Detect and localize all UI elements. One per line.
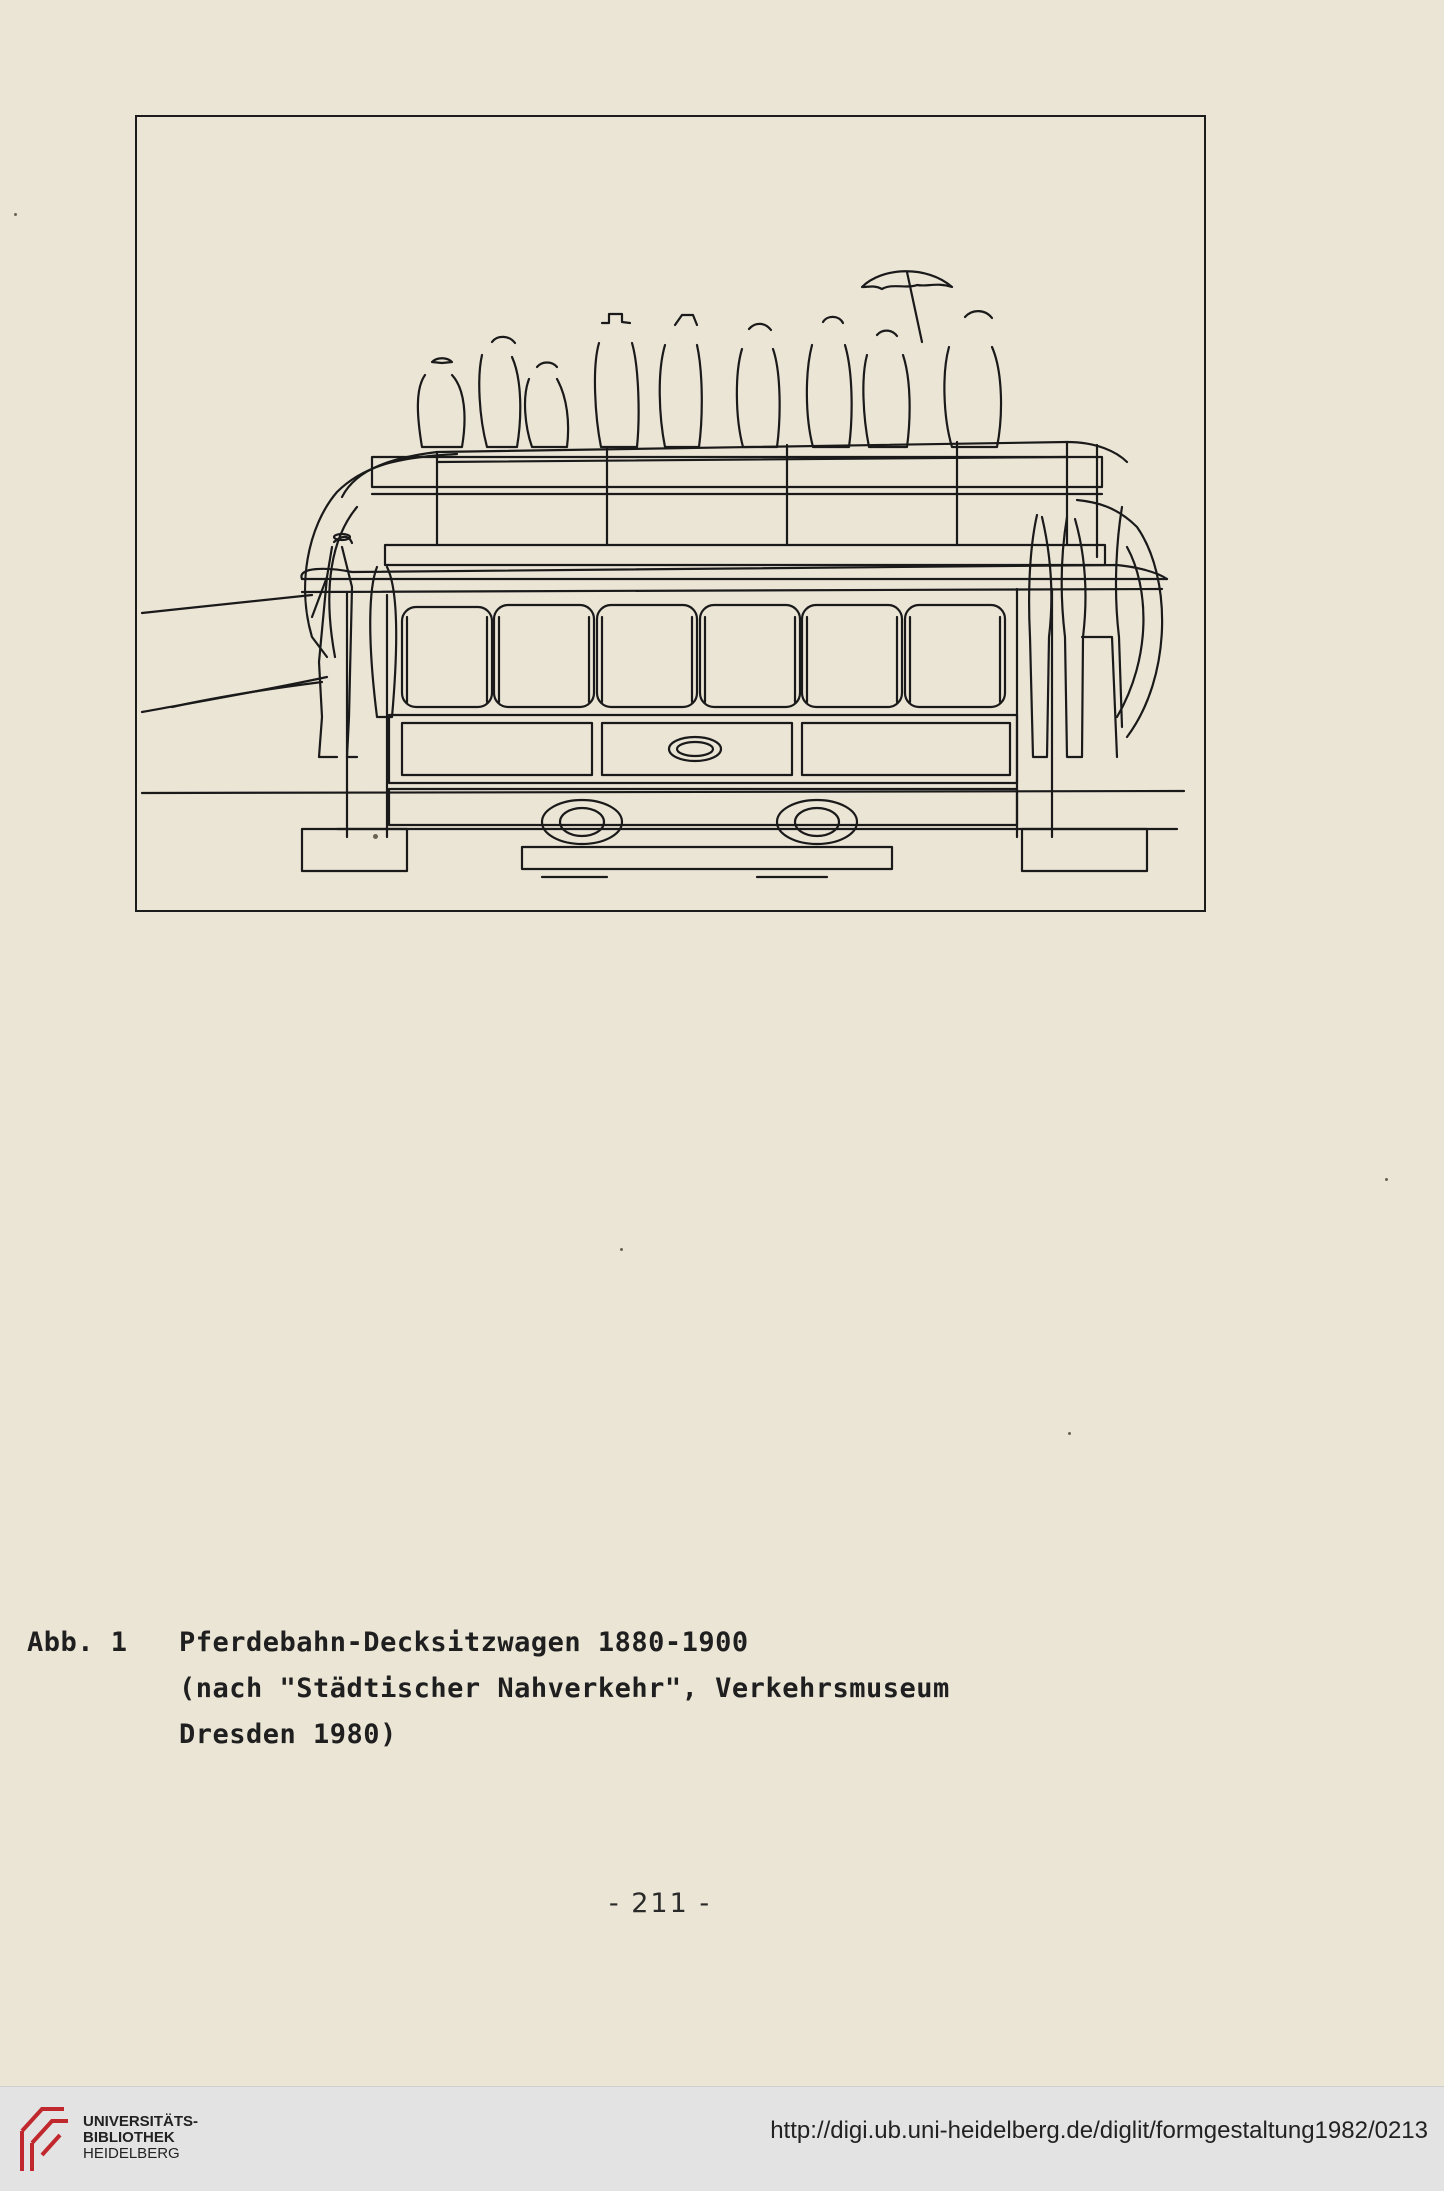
caption-source: (nach "Städtischer Nahverkehr", Verkehrsmuseum: [179, 1673, 950, 1704]
caption-line-2: [27, 1666, 950, 1712]
figure-frame: [135, 115, 1206, 912]
library-logo-icon[interactable]: [18, 2103, 72, 2175]
caption-line-1: [27, 1620, 950, 1666]
library-name-line-1: UNIVERSITÄTS-: [83, 2113, 199, 2130]
permalink-url[interactable]: http://digi.ub.uni-heidelberg.de/diglit/formgestaltung1982/0213: [770, 2117, 1428, 2144]
page-number: - 211 -: [608, 1888, 712, 1919]
scan-speck: [1385, 1178, 1388, 1181]
figure-caption: [27, 1620, 950, 1758]
tram-illustration: [137, 117, 1204, 910]
caption-title: Pferdebahn-Decksitzwagen 1880-1900: [179, 1627, 749, 1658]
caption-label: Abb. 1: [27, 1627, 128, 1658]
footer-bar: [0, 2086, 1444, 2191]
library-name-line-3: HEIDELBERG: [83, 2145, 180, 2162]
caption-indent: [27, 1666, 179, 1712]
caption-source-end: Dresden 1980): [179, 1719, 397, 1750]
library-name[interactable]: [83, 2114, 198, 2162]
scan-speck: [1068, 1432, 1071, 1435]
scan-speck: [620, 1248, 623, 1251]
caption-indent: [27, 1712, 179, 1758]
scan-speck: [14, 213, 17, 216]
caption-line-3: [27, 1712, 950, 1758]
library-name-line-2: BIBLIOTHEK: [83, 2129, 175, 2146]
